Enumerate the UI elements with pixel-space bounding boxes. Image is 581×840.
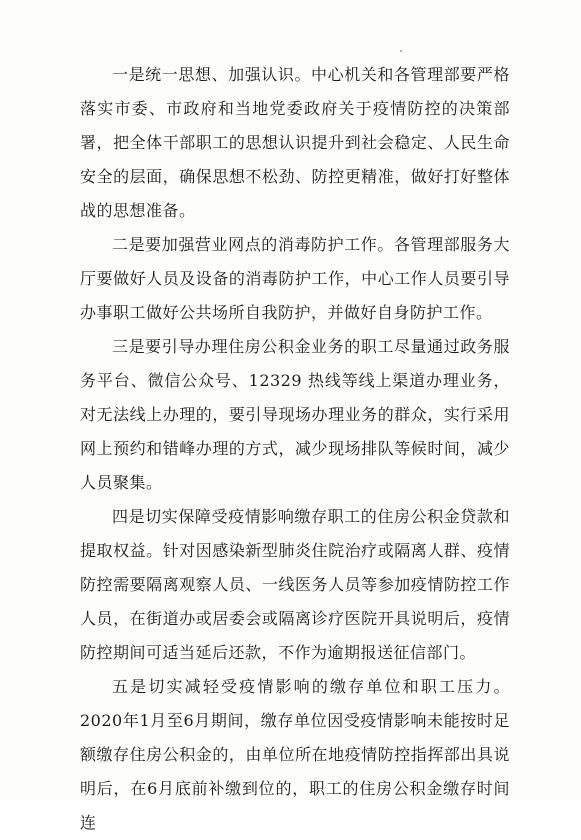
paragraph-1: 一是统一思想、加强认识。中心机关和各管理部要严格落实市委、市政府和当地党委政府关于疫情防控的决策部署，把全体干部职工的思想认识提升到社会稳定、人民生命安全的层面，确保思想不松劲、防控更精准，做好打好整体战的思想准备。 xyxy=(80,65,510,220)
paragraph-3: 三是要引导办理住房公积金业务的职工尽量通过政务服务平台、微信公众号、12329 热线等线上渠道办理业务，对无法线上办理的，要引导现场办理业务的群众，实行采用网上预约和错峰办理的方式，减少现场排队等候时间，减少人员聚集。 xyxy=(80,337,510,492)
paragraph-2: 二是要加强营业网点的消毒防护工作。各管理部服务大厅要做好人员及设备的消毒防护工作，中心工作人员要引导办事职工做好公共场所自我防护，并做好自身防护工作。 xyxy=(80,235,510,322)
document-body xyxy=(80,58,510,840)
paragraph-5: 五是切实减轻受疫情影响的缴存单位和职工压力。2020年1月至6月期间，缴存单位因受疫情影响未能按时足额缴存住房公积金的，由单位所在地疫情防控指挥部出具说明后，在6月底前补缴到位的，职工的住房公积金缴存时间连 xyxy=(80,677,510,832)
scan-speck xyxy=(400,50,402,52)
paragraph-4: 四是切实保障受疫情影响缴存职工的住房公积金贷款和提取权益。针对因感染新型肺炎住院治疗或隔离人群、疫情防控需要隔离观察人员、一线医务人员等参加疫情防控工作人员，在街道办或居委会或隔离诊疗医院开具说明后，疫情防控期间可适当延后还款，不作为逾期报送征信部门。 xyxy=(80,507,510,662)
